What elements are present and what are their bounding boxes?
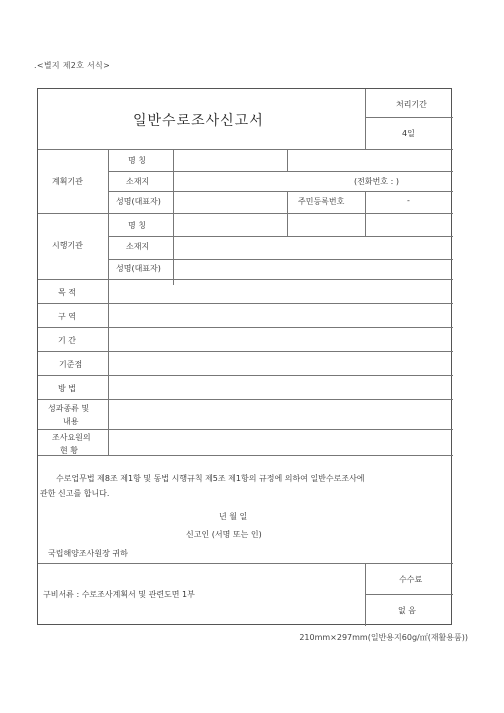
fee-label: 수수료 bbox=[399, 575, 423, 584]
divider bbox=[108, 236, 453, 237]
planning-name-label: 명 칭 bbox=[128, 156, 146, 165]
executing-rep-label: 성명(대표자) bbox=[116, 264, 161, 273]
divider bbox=[38, 563, 453, 564]
executing-address-label: 소재지 bbox=[126, 242, 150, 251]
divider bbox=[38, 351, 453, 352]
divider bbox=[38, 375, 453, 376]
divider bbox=[365, 594, 453, 595]
divider bbox=[38, 213, 453, 214]
staff-label-2: 현 황 bbox=[60, 446, 78, 455]
planning-address-label: 소재지 bbox=[126, 177, 150, 186]
addressee: 국립해양조사원장 귀하 bbox=[48, 549, 128, 558]
divider bbox=[108, 171, 453, 172]
divider bbox=[38, 429, 453, 430]
purpose-label: 목 적 bbox=[58, 288, 76, 297]
divider bbox=[287, 191, 288, 213]
divider bbox=[108, 149, 109, 285]
area-label: 구 역 bbox=[58, 312, 76, 321]
attachments: 구비서류 : 수로조사계획서 및 관련도면 1부 bbox=[43, 590, 195, 599]
divider bbox=[173, 149, 174, 285]
divider bbox=[38, 279, 453, 280]
divider bbox=[108, 191, 453, 192]
fee-value: 없 음 bbox=[398, 606, 416, 615]
period-label: 기 간 bbox=[58, 336, 76, 345]
report-form bbox=[37, 88, 452, 625]
rrn-label: 주민등록번호 bbox=[298, 197, 345, 206]
rrn-value: - bbox=[407, 196, 410, 205]
declaration-line-1: 수로업무법 제8조 제1항 및 동법 시행규칙 제5조 제1항의 규정에 의하여 일반수로조사에 bbox=[56, 474, 365, 483]
divider bbox=[38, 149, 453, 150]
form-number-note: .<별지 제2호 서식> bbox=[34, 61, 111, 70]
declaration-line-2: 관한 신고를 합니다. bbox=[40, 489, 110, 498]
processing-period-label: 처리기간 bbox=[396, 100, 427, 109]
planning-org-label: 계획기관 bbox=[52, 177, 83, 186]
divider bbox=[38, 303, 453, 304]
divider bbox=[365, 117, 453, 118]
declaration-date: 년 월 일 bbox=[219, 512, 248, 521]
executing-name-label: 명 칭 bbox=[128, 221, 146, 230]
divider bbox=[287, 213, 288, 236]
divider bbox=[365, 89, 366, 149]
divider bbox=[38, 399, 453, 400]
divider bbox=[365, 191, 366, 213]
divider bbox=[365, 213, 366, 236]
divider bbox=[38, 327, 453, 328]
divider bbox=[108, 259, 453, 260]
planning-rep-label: 성명(대표자) bbox=[116, 197, 161, 206]
planning-phone-label: (전화번호 : ) bbox=[354, 177, 399, 186]
reference-point-label: 기준점 bbox=[59, 360, 83, 369]
form-title: 일반수로조사신고서 bbox=[133, 113, 264, 129]
divider bbox=[287, 149, 288, 171]
results-type-label-2: 내용 bbox=[63, 417, 79, 426]
processing-period-value: 4일 bbox=[402, 129, 415, 138]
staff-label-1: 조사요원의 bbox=[52, 433, 91, 442]
declarant-signature: 신고인 (서명 또는 인) bbox=[186, 530, 262, 539]
method-label: 방 법 bbox=[58, 384, 76, 393]
executing-org-label: 시행기관 bbox=[52, 241, 83, 250]
results-type-label-1: 성과종류 및 bbox=[48, 404, 90, 413]
divider bbox=[38, 455, 453, 456]
paper-spec-note: 210mm×297mm(일반용지60g/㎡(재활용품)) bbox=[299, 633, 468, 642]
